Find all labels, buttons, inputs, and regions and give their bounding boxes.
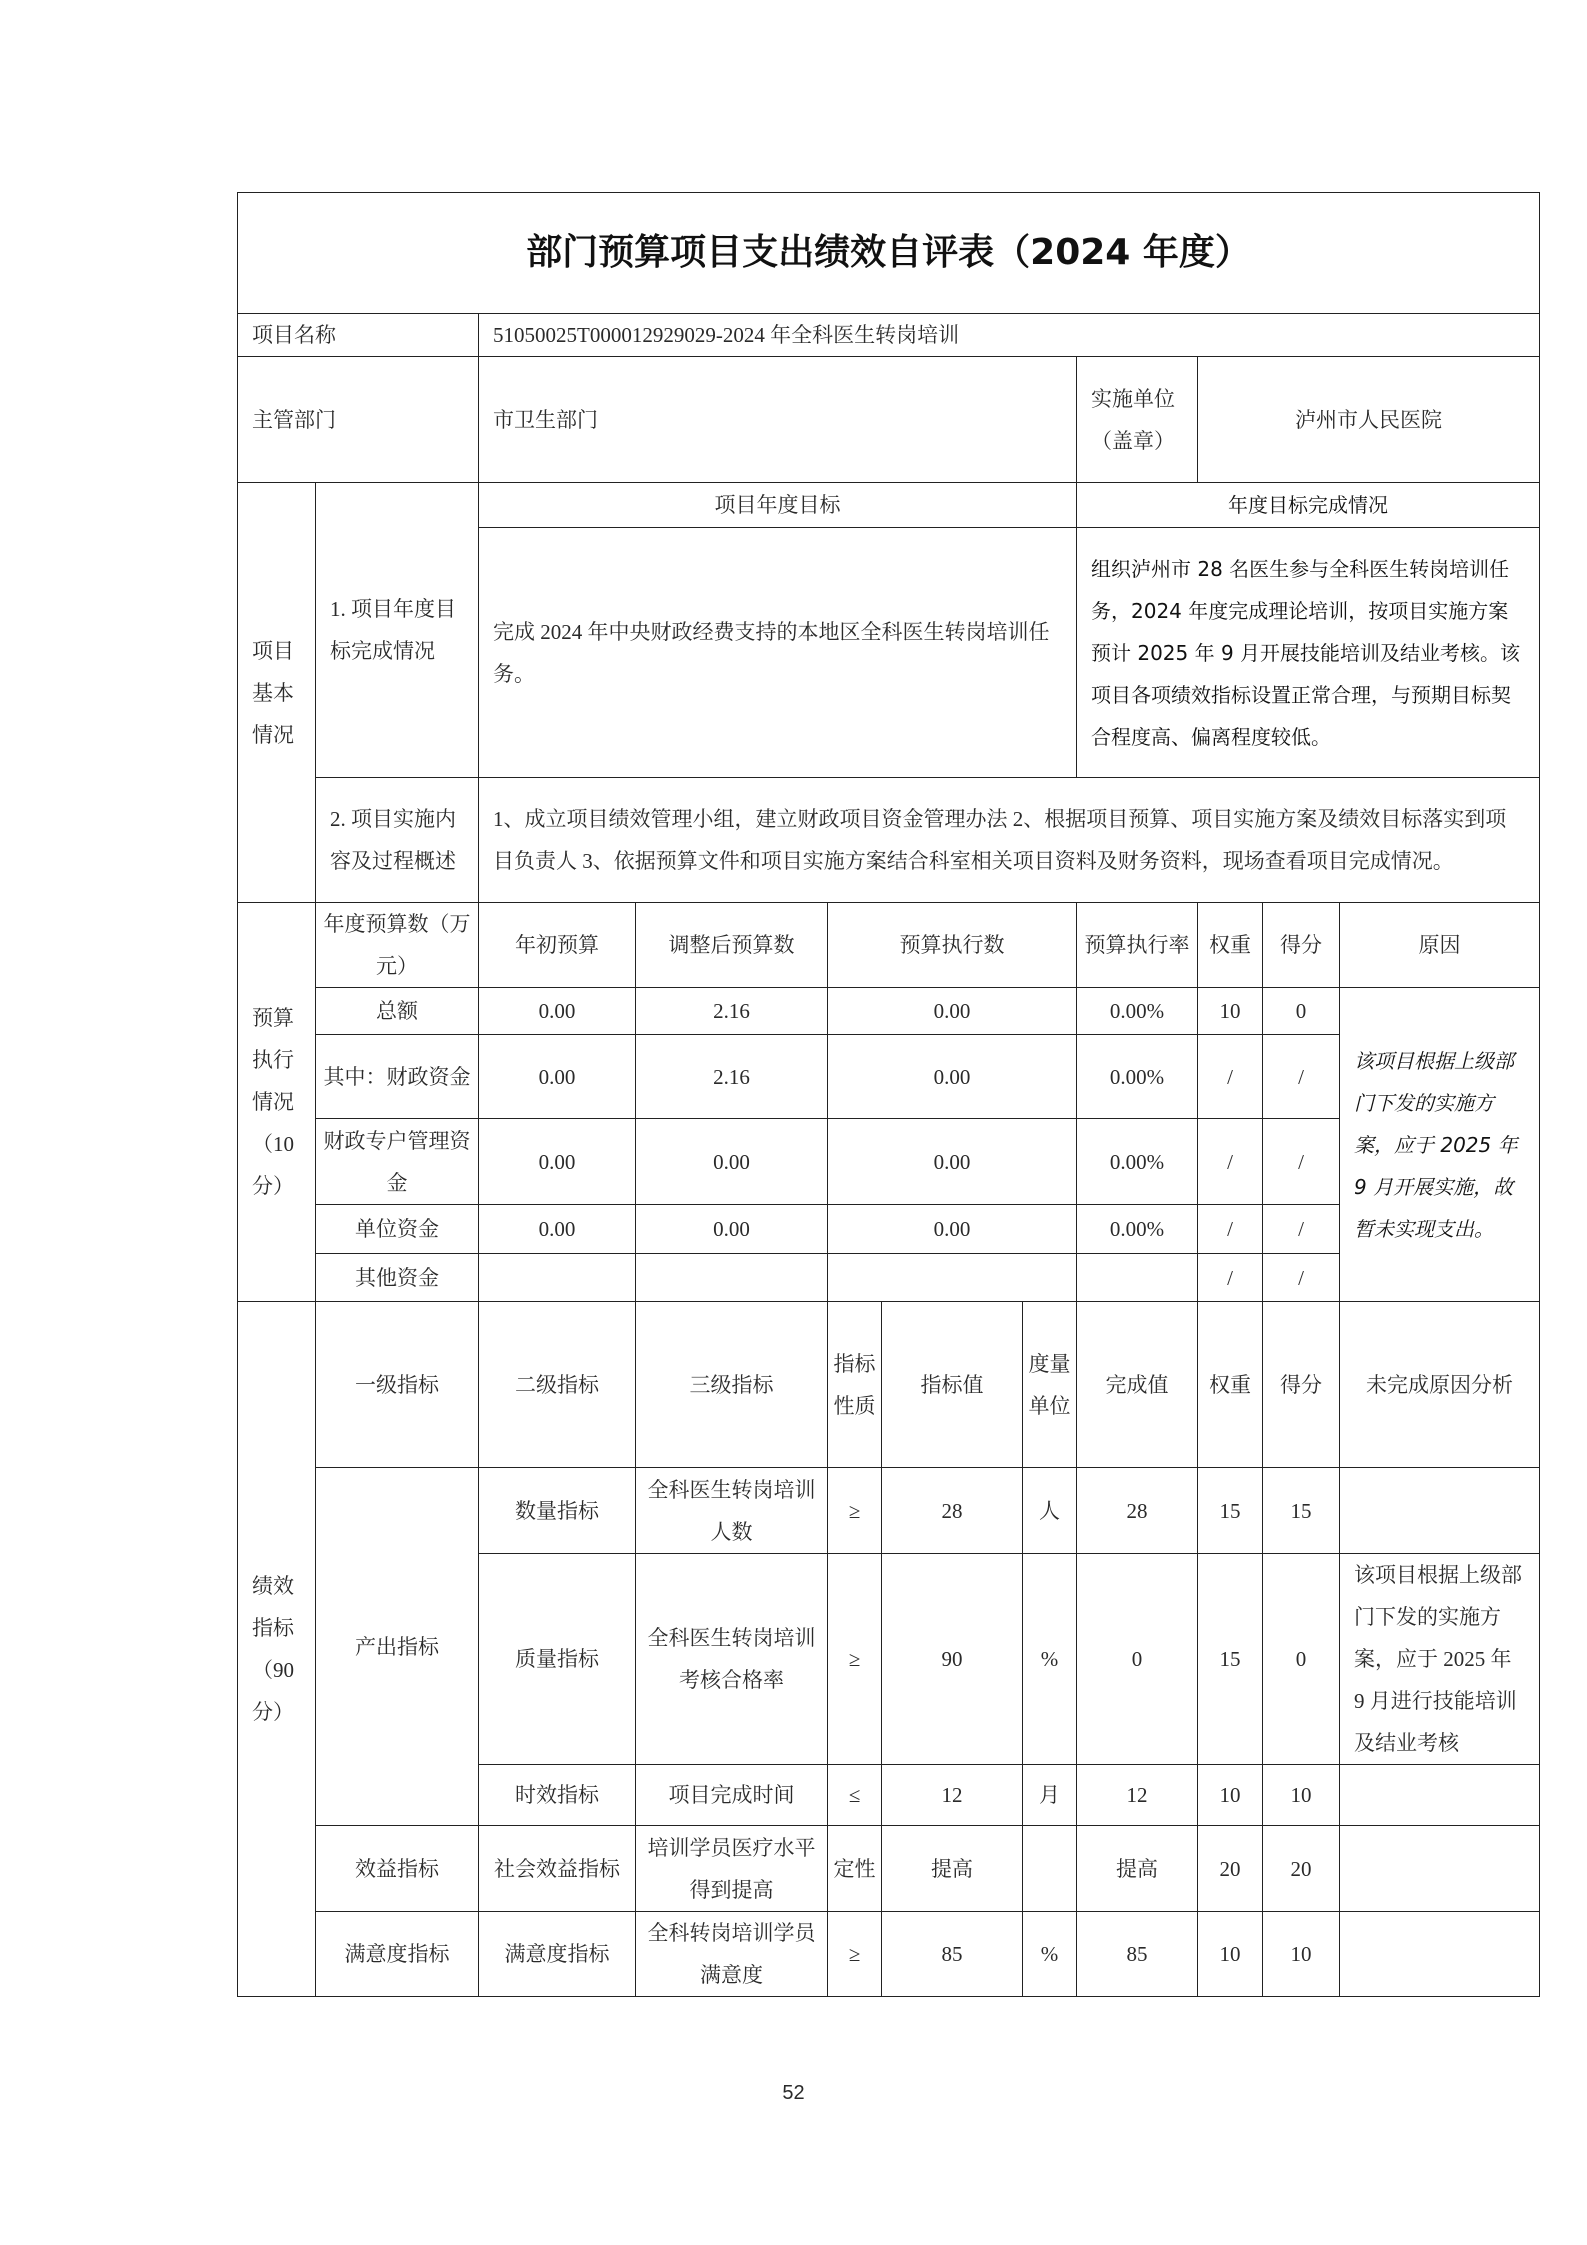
completion-text: 组织泸州市 28 名医生参与全科医生转岗培训任务，2024 年度完成理论培训，按项目实施方案预计 2025 年 9 月开展技能培训及结业考核。该项目各项绩效指标设置正常合理，与预期目标契合程度高、偏离程度较低。 bbox=[1077, 528, 1540, 778]
self-evaluation-table bbox=[237, 192, 1540, 1997]
budget-rate: 0.00% bbox=[1077, 988, 1198, 1035]
perf-reason bbox=[1340, 1468, 1540, 1554]
perf-l1: 产出指标 bbox=[316, 1468, 479, 1826]
perf-header: 三级指标 bbox=[636, 1302, 828, 1468]
perf-target: 85 bbox=[882, 1912, 1023, 1997]
budget-rate: 0.00% bbox=[1077, 1119, 1198, 1205]
budget-label: 其他资金 bbox=[316, 1254, 479, 1302]
budget-adjusted bbox=[636, 1254, 828, 1302]
perf-weight: 15 bbox=[1198, 1554, 1263, 1765]
budget-rate: 0.00% bbox=[1077, 1035, 1198, 1119]
budget-initial: 0.00 bbox=[479, 1205, 636, 1254]
perf-unit: % bbox=[1023, 1554, 1077, 1765]
budget-executed bbox=[828, 1254, 1077, 1302]
perf-target: 90 bbox=[882, 1554, 1023, 1765]
budget-header: 年度预算数（万元） bbox=[316, 903, 479, 988]
perf-unit bbox=[1023, 1826, 1077, 1912]
completion-header: 年度目标完成情况 bbox=[1077, 483, 1540, 528]
budget-initial: 0.00 bbox=[479, 988, 636, 1035]
budget-weight: / bbox=[1198, 1035, 1263, 1119]
budget-header: 原因 bbox=[1340, 903, 1540, 988]
perf-score: 10 bbox=[1263, 1912, 1340, 1997]
table-row bbox=[238, 988, 1540, 1035]
perf-unit: 月 bbox=[1023, 1765, 1077, 1826]
basic-section-label: 项目基本情况 bbox=[238, 483, 316, 903]
perf-header: 权重 bbox=[1198, 1302, 1263, 1468]
budget-weight: / bbox=[1198, 1119, 1263, 1205]
process-label: 2. 项目实施内容及过程概述 bbox=[316, 778, 479, 903]
perf-actual: 85 bbox=[1077, 1912, 1198, 1997]
perf-score: 20 bbox=[1263, 1826, 1340, 1912]
perf-header: 一级指标 bbox=[316, 1302, 479, 1468]
budget-weight: / bbox=[1198, 1205, 1263, 1254]
perf-l2: 质量指标 bbox=[479, 1554, 636, 1765]
perf-l1: 满意度指标 bbox=[316, 1912, 479, 1997]
project-name: 51050025T000012929029-2024 年全科医生转岗培训 bbox=[479, 314, 1540, 357]
budget-label: 总额 bbox=[316, 988, 479, 1035]
budget-label: 其中：财政资金 bbox=[316, 1035, 479, 1119]
perf-nature: ≤ bbox=[828, 1765, 882, 1826]
budget-executed: 0.00 bbox=[828, 1035, 1077, 1119]
perf-l3: 培训学员医疗水平得到提高 bbox=[636, 1826, 828, 1912]
perf-header: 未完成原因分析 bbox=[1340, 1302, 1540, 1468]
perf-reason bbox=[1340, 1826, 1540, 1912]
budget-adjusted: 2.16 bbox=[636, 1035, 828, 1119]
perf-unit: 人 bbox=[1023, 1468, 1077, 1554]
budget-header: 调整后预算数 bbox=[636, 903, 828, 988]
perf-actual: 0 bbox=[1077, 1554, 1198, 1765]
budget-score: / bbox=[1263, 1205, 1340, 1254]
budget-executed: 0.00 bbox=[828, 988, 1077, 1035]
goal-text: 完成 2024 年中央财政经费支持的本地区全科医生转岗培训任务。 bbox=[479, 528, 1077, 778]
budget-label: 单位资金 bbox=[316, 1205, 479, 1254]
perf-weight: 20 bbox=[1198, 1826, 1263, 1912]
process-text: 1、成立项目绩效管理小组，建立财政项目资金管理办法 2、根据项目预算、项目实施方案及绩效目标落实到项目负责人 3、依据预算文件和项目实施方案结合科室相关项目资料及财务资料，现场查看项目完成情况。 bbox=[479, 778, 1540, 903]
perf-header: 完成值 bbox=[1077, 1302, 1198, 1468]
perf-l3: 全科转岗培训学员满意度 bbox=[636, 1912, 828, 1997]
table-row bbox=[238, 1826, 1540, 1912]
budget-weight: / bbox=[1198, 1254, 1263, 1302]
perf-header: 二级指标 bbox=[479, 1302, 636, 1468]
budget-initial: 0.00 bbox=[479, 1035, 636, 1119]
perf-nature: ≥ bbox=[828, 1912, 882, 1997]
perf-l2: 满意度指标 bbox=[479, 1912, 636, 1997]
budget-adjusted: 0.00 bbox=[636, 1205, 828, 1254]
page-number: 52 bbox=[782, 2082, 805, 2104]
perf-l2: 社会效益指标 bbox=[479, 1826, 636, 1912]
perf-reason bbox=[1340, 1912, 1540, 1997]
perf-weight: 10 bbox=[1198, 1912, 1263, 1997]
perf-weight: 15 bbox=[1198, 1468, 1263, 1554]
budget-label: 财政专户管理资金 bbox=[316, 1119, 479, 1205]
perf-l3: 全科医生转岗培训人数 bbox=[636, 1468, 828, 1554]
budget-rate bbox=[1077, 1254, 1198, 1302]
budget-executed: 0.00 bbox=[828, 1205, 1077, 1254]
budget-score: 0 bbox=[1263, 988, 1340, 1035]
perf-score: 15 bbox=[1263, 1468, 1340, 1554]
perf-unit: % bbox=[1023, 1912, 1077, 1997]
perf-actual: 28 bbox=[1077, 1468, 1198, 1554]
budget-header: 得分 bbox=[1263, 903, 1340, 988]
budget-header: 预算执行率 bbox=[1077, 903, 1198, 988]
perf-reason bbox=[1340, 1765, 1540, 1826]
budget-initial bbox=[479, 1254, 636, 1302]
perf-actual: 12 bbox=[1077, 1765, 1198, 1826]
perf-l2: 数量指标 bbox=[479, 1468, 636, 1554]
perf-header: 指标性质 bbox=[828, 1302, 882, 1468]
perf-target: 提高 bbox=[882, 1826, 1023, 1912]
perf-section-label: 绩效指标（90 分） bbox=[238, 1302, 316, 1997]
budget-reason: 该项目根据上级部门下发的实施方案，应于 2025 年 9 月开展实施，故暂未实现支出。 bbox=[1340, 988, 1540, 1302]
perf-actual: 提高 bbox=[1077, 1826, 1198, 1912]
impl-unit: 泸州市人民医院 bbox=[1198, 357, 1540, 483]
perf-score: 10 bbox=[1263, 1765, 1340, 1826]
perf-target: 28 bbox=[882, 1468, 1023, 1554]
table-row bbox=[238, 1468, 1540, 1554]
goal-header: 项目年度目标 bbox=[479, 483, 1077, 528]
budget-adjusted: 0.00 bbox=[636, 1119, 828, 1205]
budget-header: 权重 bbox=[1198, 903, 1263, 988]
perf-l2: 时效指标 bbox=[479, 1765, 636, 1826]
budget-score: / bbox=[1263, 1035, 1340, 1119]
perf-nature: 定性 bbox=[828, 1826, 882, 1912]
budget-initial: 0.00 bbox=[479, 1119, 636, 1205]
perf-header: 指标值 bbox=[882, 1302, 1023, 1468]
dept-label: 主管部门 bbox=[238, 357, 479, 483]
budget-weight: 10 bbox=[1198, 988, 1263, 1035]
perf-weight: 10 bbox=[1198, 1765, 1263, 1826]
budget-score: / bbox=[1263, 1119, 1340, 1205]
page-title: 部门预算项目支出绩效自评表（2024 年度） bbox=[238, 193, 1540, 314]
budget-header: 年初预算 bbox=[479, 903, 636, 988]
dept: 市卫生部门 bbox=[479, 357, 1077, 483]
goal-label: 1. 项目年度目标完成情况 bbox=[316, 483, 479, 778]
budget-rate: 0.00% bbox=[1077, 1205, 1198, 1254]
perf-nature: ≥ bbox=[828, 1554, 882, 1765]
perf-header: 得分 bbox=[1263, 1302, 1340, 1468]
impl-unit-label: 实施单位（盖章） bbox=[1077, 357, 1198, 483]
perf-l3: 项目完成时间 bbox=[636, 1765, 828, 1826]
budget-adjusted: 2.16 bbox=[636, 988, 828, 1035]
budget-header: 预算执行数 bbox=[828, 903, 1077, 988]
project-name-label: 项目名称 bbox=[238, 314, 479, 357]
perf-header: 度量单位 bbox=[1023, 1302, 1077, 1468]
table-row bbox=[238, 1912, 1540, 1997]
budget-section-label: 预算执行情况（10 分） bbox=[238, 903, 316, 1302]
perf-score: 0 bbox=[1263, 1554, 1340, 1765]
perf-reason: 该项目根据上级部门下发的实施方案，应于 2025 年 9 月进行技能培训及结业考核 bbox=[1340, 1554, 1540, 1765]
perf-target: 12 bbox=[882, 1765, 1023, 1826]
budget-score: / bbox=[1263, 1254, 1340, 1302]
perf-nature: ≥ bbox=[828, 1468, 882, 1554]
perf-l3: 全科医生转岗培训考核合格率 bbox=[636, 1554, 828, 1765]
perf-l1: 效益指标 bbox=[316, 1826, 479, 1912]
budget-executed: 0.00 bbox=[828, 1119, 1077, 1205]
